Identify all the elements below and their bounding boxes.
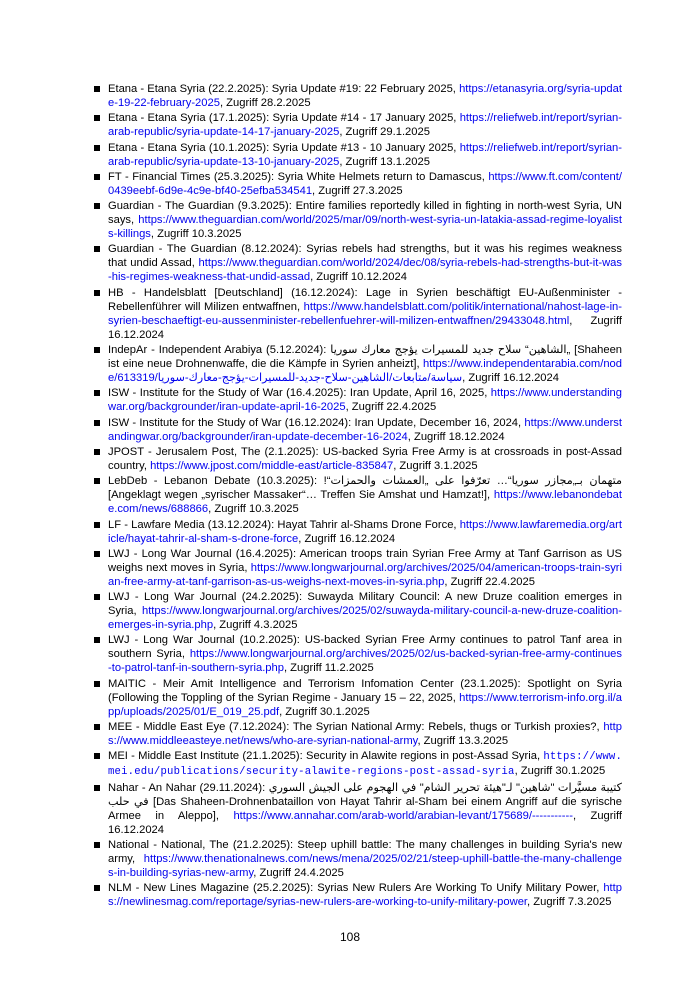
reference-access-date: , Zugriff 10.3.2025 (150, 228, 242, 241)
reference-text: MAITIC - Meir Amit Intelligence and Terrorism Infomation Center (23.1.2025): Spotlight on Syria (Following the Toppling of the Syrian Regime - January 15 – 22, 2025, (108, 677, 622, 704)
reference-text: LWJ - Long War Journal (24.2.2025): Suwayda Military Council: A new Druze coalition emerges in Syria, (108, 591, 622, 618)
reference-link[interactable]: https://www.annahar.com/arab-world/arabian-levant/175689/----------- (233, 809, 573, 822)
bullet-icon (94, 420, 100, 426)
reference-list (94, 82, 622, 911)
reference-access-date: , Zugriff 16.12.2024 (462, 372, 559, 385)
reference-text: ISW - Institute for the Study of War (16.4.2025): Iran Update, April 16, 2025, (108, 387, 491, 400)
reference-link[interactable]: https://www.jpost.com/middle-east/article-835847 (150, 459, 394, 472)
reference-link[interactable]: https://www.lawfaremedia.org/article/hayat-tahrir-al-sham-s-drone-force (108, 518, 622, 545)
reference-link[interactable]: https://www.lebanondebate.com/news/688866 (108, 489, 622, 516)
reference-item (94, 474, 622, 516)
reference-arabic-title: „الشاهين“ سلاح جديد للمسيرات يؤجج معارك سوريا (330, 344, 571, 357)
reference-access-date: , Zugriff 3.1.2025 (393, 459, 478, 472)
bullet-icon (94, 522, 100, 528)
reference-access-date: , Zugriff 10.12.2024 (310, 271, 407, 284)
reference-access-date: , Zugriff 7.3.2025 (527, 896, 612, 909)
reference-item (94, 416, 622, 444)
reference-text: National - National, The (21.2.2025): Steep uphill battle: The many challenges in building Syria's new army, (108, 838, 622, 865)
reference-link[interactable]: https://www.independentarabia.com/node/613319/سياسة/متابعات/الشاهين-سلاح-جديد-للمسيرات-يؤجج-معارك-سوريا (108, 358, 622, 385)
reference-link[interactable]: https://www.longwarjournal.org/archives/2025/04/american-troops-train-syrian-free-army-at-tanf-garrison-as-us-weighs-next-moves-in-syria.php (108, 561, 622, 588)
reference-text: MEI - Middle East Institute (21.1.2025): Security in Alawite regions in post-Assad Syria, (108, 750, 544, 763)
reference-text-cont: [Angeklagt wegen „syrischer Massaker“… Treffen Sie Amshat und Hamzat!], (108, 489, 494, 502)
reference-item (94, 386, 622, 414)
reference-access-date: , Zugriff 11.2.2025 (283, 662, 374, 675)
bullet-icon (94, 115, 100, 121)
reference-text: Etana - Etana Syria (17.1.2025): Syria Update #14 - 17 January 2025, (108, 112, 460, 125)
reference-link[interactable]: https://www.ft.com/content/0439eebf-6d9e-4c9e-bf40-25efba534541 (108, 170, 622, 197)
reference-access-date: , Zugriff 29.1.2025 (339, 126, 430, 139)
reference-access-date: , Zugriff 13.1.2025 (339, 155, 430, 168)
reference-text: IndepAr - Independent Arabiya (5.12.2024): (108, 344, 331, 357)
reference-text: LebDeb - Lebanon Debate (10.3.2025): (108, 475, 324, 488)
reference-item (94, 170, 622, 198)
reference-link[interactable]: https://www.handelsblatt.com/politik/international/nahost-lage-in-syrien-beschaeftigt-eu-aussenminister-rebellenfuehrer-will-milizen-entwaffnen/29433048.html (108, 300, 622, 327)
reference-link[interactable]: https://www.longwarjournal.org/archives/2025/02/us-backed-syrian-free-army-continues-to-patrol-tanf-in-southern-syria.php (108, 648, 622, 675)
reference-text: Etana - Etana Syria (10.1.2025): Syria Update #13 - 10 January 2025, (108, 141, 460, 154)
reference-link[interactable]: https://www.theguardian.com/world/2025/mar/09/north-west-syria-un-latakia-assad-regime-loyalists-killings (108, 214, 622, 241)
bullet-icon (94, 885, 100, 891)
bullet-icon (94, 86, 100, 92)
reference-arabic-title: متهمان بـ„مجازر سوريا“… تعرّفوا على „العمشات والحمزات“! (323, 475, 622, 488)
reference-item (94, 881, 622, 909)
reference-link[interactable]: https://www.terrorism-info.org.il/app/uploads/2025/01/E_019_25.pdf (108, 691, 622, 718)
reference-text-cont: [Shaheen ist eine neue Drohnenwaffe, die die Kämpfe in Syrien anheizt], (108, 344, 623, 371)
reference-item (94, 749, 622, 779)
reference-link[interactable]: https://www.mei.edu/publications/security-alawite-regions-post-assad-syria (108, 751, 622, 779)
bullet-icon (94, 145, 100, 151)
reference-item (94, 838, 622, 880)
bullet-icon (94, 681, 100, 687)
reference-item (94, 82, 622, 110)
reference-link[interactable]: https://www.understandingwar.org/backgrounder/iran-update-april-16-2025 (108, 387, 622, 414)
reference-text: LF - Lawfare Media (13.12.2024): Hayat Tahrir al-Shams Drone Force, (108, 518, 460, 531)
reference-item (94, 111, 622, 139)
reference-link[interactable]: https://www.theguardian.com/world/2024/dec/08/syria-rebels-had-strengths-but-it-was-his-regimes-weakness-that-undid-assad (108, 257, 622, 284)
reference-access-date: , Zugriff 30.1.2025 (514, 765, 606, 778)
reference-text: ISW - Institute for the Study of War (16.12.2024): Iran Update, December 16, 2024, (108, 416, 525, 429)
reference-access-date: , Zugriff 24.4.2025 (253, 866, 344, 879)
reference-access-date: , Zugriff 13.3.2025 (417, 735, 509, 748)
reference-text-cont: [Das Shaheen-Drohnenbataillon von Hayat Tahrir al-Sham bei einem Angriff auf die syrische Armee in Aleppo], (108, 795, 622, 822)
bullet-icon (94, 174, 100, 180)
reference-access-date: , Zugriff 22.4.2025 (345, 401, 437, 414)
reference-access-date: , Zugriff 22.4.2025 (444, 575, 535, 588)
reference-item (94, 677, 622, 719)
reference-link[interactable]: https://reliefweb.int/report/syrian-arab-republic/syria-update-13-10-january-2025 (108, 141, 622, 168)
reference-item (94, 199, 622, 241)
reference-link[interactable]: https://www.middleeasteye.net/news/who-are-syrian-national-army (108, 721, 622, 748)
reference-text: NLM - New Lines Magazine (25.2.2025): Syrias New Rulers Are Working To Unify Military Power, (108, 882, 604, 895)
bullet-icon (94, 290, 100, 296)
reference-text: Etana - Etana Syria (22.2.2025): Syria Update #19: 22 February 2025, (108, 83, 460, 95)
bullet-icon (94, 347, 100, 353)
reference-access-date: , Zugriff 4.3.2025 (213, 619, 298, 632)
reference-access-date: , Zugriff 16.12.2024 (108, 809, 622, 836)
bullet-icon (94, 753, 100, 759)
reference-text: Nahar - An Nahar (29.11.2024): (108, 781, 269, 794)
reference-item (94, 445, 622, 473)
reference-access-date: , Zugriff 30.1.2025 (279, 705, 370, 718)
reference-access-date: , Zugriff 27.3.2025 (312, 184, 403, 197)
reference-link[interactable]: https://etanasyria.org/syria-update-19-22-february-2025 (108, 83, 622, 109)
reference-access-date: , Zugriff 16.12.2024 (108, 314, 622, 341)
reference-item (94, 141, 622, 169)
reference-item (94, 242, 622, 284)
reference-link[interactable]: https://www.understandingwar.org/backgrounder/iran-update-december-16-2024 (108, 416, 622, 443)
reference-access-date: , Zugriff 28.2.2025 (219, 97, 311, 109)
reference-item (94, 518, 622, 546)
bullet-icon (94, 203, 100, 209)
reference-link[interactable]: https://www.longwarjournal.org/archives/2025/02/suwayda-military-council-a-new-druze-coalition-emerges-in-syria.php (108, 605, 622, 632)
bullet-icon (94, 842, 100, 848)
bullet-icon (94, 724, 100, 730)
reference-item (94, 781, 622, 837)
reference-item (94, 633, 622, 675)
bullet-icon (94, 449, 100, 455)
reference-text: JPOST - Jerusalem Post, The (2.1.2025): US-backed Syria Free Army is at crossroads in post-Assad country, (108, 445, 622, 472)
reference-link[interactable]: https://www.thenationalnews.com/news/mena/2025/02/21/steep-uphill-battle-the-many-challenges-in-building-syrias-new-army (108, 852, 622, 879)
reference-access-date: , Zugriff 18.12.2024 (407, 430, 505, 443)
reference-item (94, 286, 622, 342)
bullet-icon (94, 594, 100, 600)
bullet-icon (94, 478, 100, 484)
reference-text: HB - Handelsblatt [Deutschland] (16.12.2024): Lage in Syrien beschäftigt EU-Außenminister - Rebellenführer will Milizen entwaffnen, (108, 286, 622, 313)
bullet-icon (94, 637, 100, 643)
reference-text: MEE - Middle East Eye (7.12.2024): The Syrian National Army: Rebels, thugs or Turkish proxies?, (108, 721, 604, 734)
reference-arabic-title: كتيبة مسيَّرات "شاهين" لـ"هيئة تحرير الشام" في الهجوم على الجيش السوري في حلب (108, 781, 622, 808)
reference-text: FT - Financial Times (25.3.2025): Syria White Helmets return to Damascus, (108, 170, 489, 183)
reference-access-date: , Zugriff 10.3.2025 (208, 503, 299, 516)
reference-link[interactable]: https://reliefweb.int/report/syrian-arab-republic/syria-update-14-17-january-2025 (108, 112, 622, 139)
reference-text: Guardian - The Guardian (8.12.2024): Syrias rebels had strengths, but it was his regimes weakness that undid Assad, (108, 243, 622, 270)
reference-text: Guardian - The Guardian (9.3.2025): Entire families reportedly killed in fighting in north-west Syria, UN says, (108, 200, 622, 227)
bullet-icon (94, 785, 100, 791)
reference-access-date: , Zugriff 16.12.2024 (298, 532, 396, 545)
reference-text: LWJ - Long War Journal (16.4.2025): American troops train Syrian Free Army at Tanf Garrison as US weighs next moves in Syria, (108, 547, 622, 574)
bullet-icon (94, 246, 100, 252)
reference-text: LWJ - Long War Journal (10.2.2025): US-backed Syrian Free Army continues to patrol Tanf area in southern Syria, (108, 634, 622, 661)
bullet-icon (94, 390, 100, 396)
reference-link[interactable]: https://newlinesmag.com/reportage/syrias-new-rulers-are-working-to-unify-military-power (108, 882, 622, 909)
page-number: 108 (339, 930, 361, 944)
bullet-icon (94, 551, 100, 557)
reference-item (94, 547, 622, 589)
reference-item (94, 590, 622, 632)
reference-item (94, 720, 622, 748)
reference-item (94, 343, 622, 385)
